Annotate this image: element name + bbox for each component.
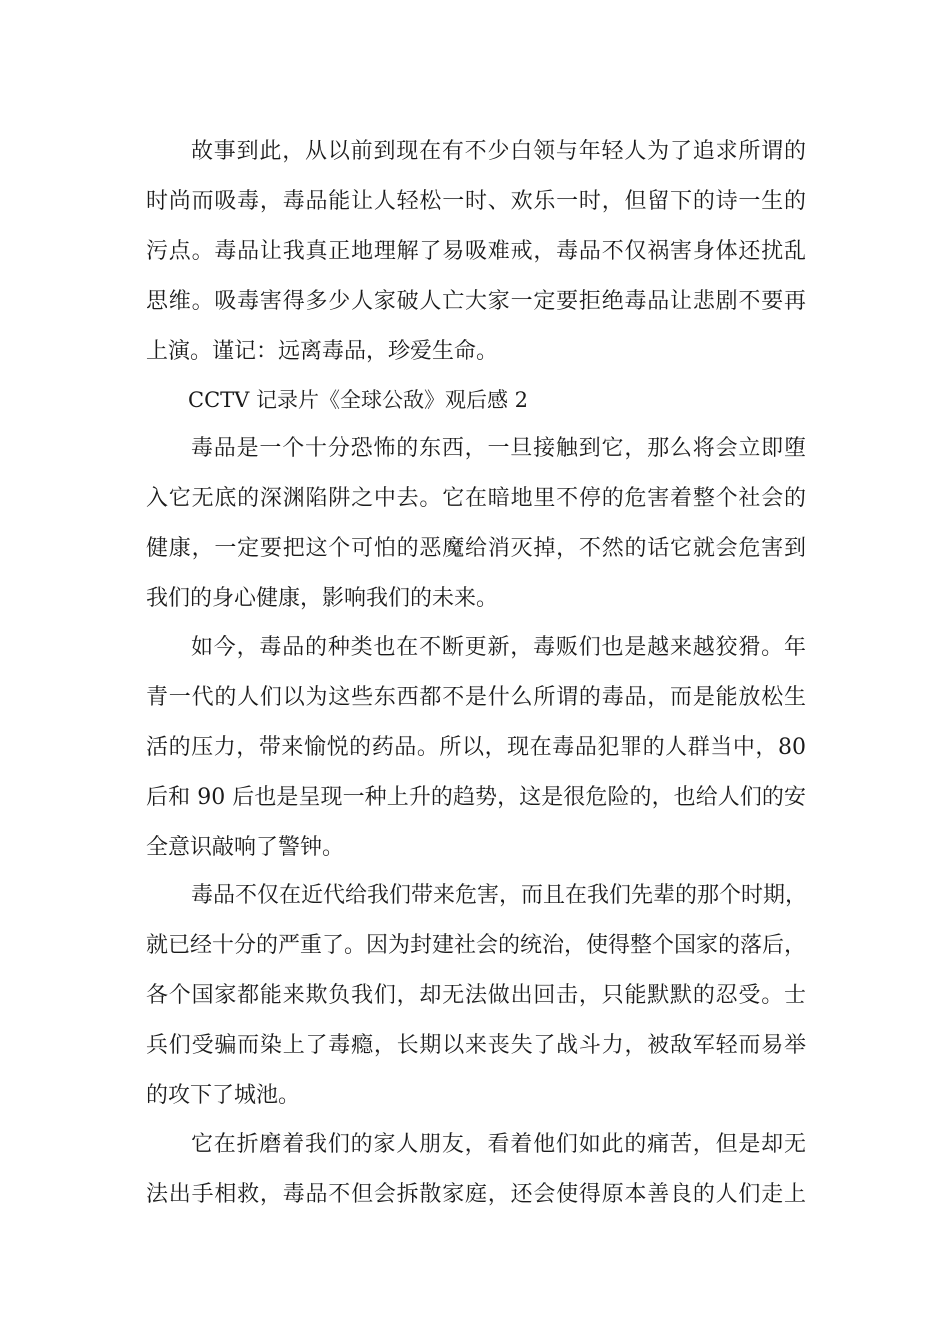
paragraph-line: 故事到此，从以前到现在有不少白领与年轻人为了追求所谓的 (191, 139, 806, 164)
paragraph-5 (146, 1120, 806, 1220)
paragraph-line: 的攻下了城池。 (146, 1083, 301, 1108)
paragraph-3 (146, 623, 806, 873)
paragraph-line: 兵们受骗而染上了毒瘾，长期以来丧失了战斗力，被敌军轻而易举 (146, 1033, 806, 1058)
paragraph-line: 毒品是一个十分恐怖的东西，一旦接触到它，那么将会立即堕 (191, 436, 806, 461)
paragraph-line: 青一代的人们以为这些东西都不是什么所谓的毒品，而是能放松生 (146, 685, 806, 710)
section-heading (146, 375, 806, 425)
paragraph-4 (146, 871, 806, 1121)
paragraph-line: 入它无底的深渊陷阱之中去。它在暗地里不停的危害着整个社会的 (146, 486, 806, 511)
paragraph-2 (146, 424, 806, 624)
paragraph-line: 上演。谨记：远离毒品，珍爱生命。 (146, 339, 499, 364)
paragraph-line: 健康，一定要把这个可怕的恶魔给消灭掉，不然的话它就会危害到 (146, 536, 806, 561)
paragraph-line: 后和 90 后也是呈现一种上升的趋势，这是很危险的，也给人们的安 (146, 785, 806, 810)
paragraph-line: 就已经十分的严重了。因为封建社会的统治，使得整个国家的落后， (146, 933, 807, 958)
paragraph-line: 全意识敲响了警钟。 (146, 835, 345, 860)
paragraph-line: 污点。毒品让我真正地理解了易吸难戒，毒品不仅祸害身体还扰乱 (146, 239, 806, 264)
paragraph-line: 我们的身心健康，影响我们的未来。 (146, 586, 499, 611)
paragraph-line: 时尚而吸毒，毒品能让人轻松一时、欢乐一时，但留下的诗一生的 (146, 189, 806, 214)
paragraph-line: 各个国家都能来欺负我们，却无法做出回击，只能默默的忍受。士 (146, 983, 806, 1008)
paragraph-line: 法出手相救，毒品不但会拆散家庭，还会使得原本善良的人们走上 (146, 1182, 806, 1207)
paragraph-1 (146, 127, 806, 377)
paragraph-line: 如今，毒品的种类也在不断更新，毒贩们也是越来越狡猾。年 (191, 635, 806, 660)
heading-text: CCTV 记录片《全球公敌》观后感 2 (188, 388, 529, 412)
paragraph-line: 毒品不仅在近代给我们带来危害，而且在我们先辈的那个时期， (191, 883, 808, 908)
paragraph-line: 它在折磨着我们的家人朋友，看着他们如此的痛苦，但是却无 (191, 1132, 806, 1157)
paragraph-line: 思维。吸毒害得多少人家破人亡大家一定要拒绝毒品让悲剧不要再 (146, 289, 806, 314)
paragraph-line: 活的压力，带来愉悦的药品。所以，现在毒品犯罪的人群当中，80 (146, 735, 806, 760)
